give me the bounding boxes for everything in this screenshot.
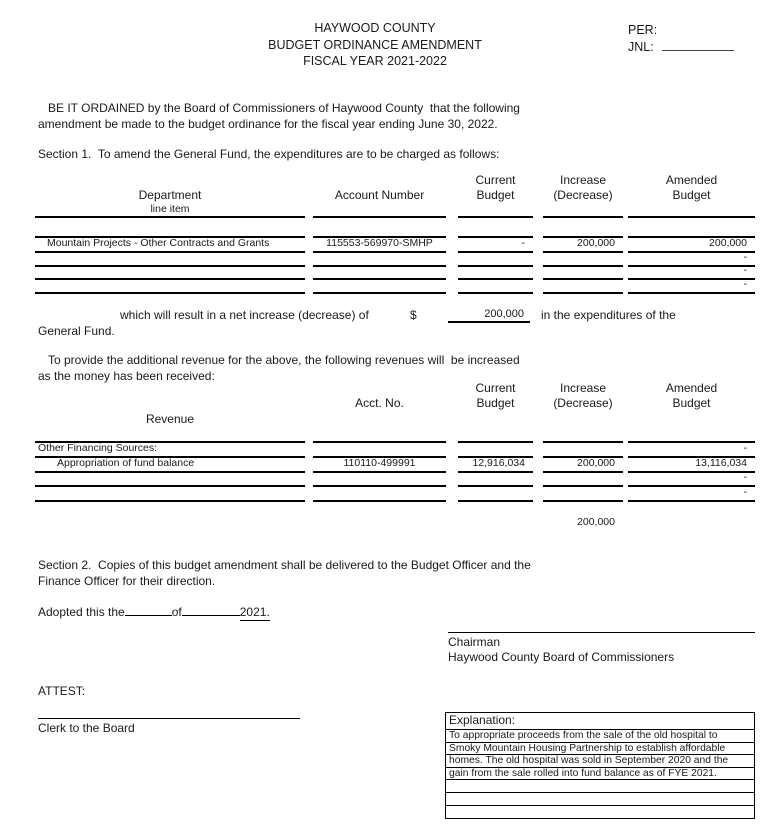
- revenues-header-row-3: [35, 410, 755, 426]
- explanation-line: [446, 780, 754, 793]
- cell-department: [35, 279, 305, 294]
- net-text-2: in the expenditures of the: [541, 308, 676, 322]
- revenues-header-row-1: [35, 380, 755, 395]
- header-rule: [458, 426, 533, 443]
- col-current-line2: Budget: [476, 188, 515, 202]
- col-department: Department: [138, 188, 202, 202]
- col-increase-line1: Increase: [559, 173, 607, 187]
- revenues-header-row-2: [35, 395, 755, 410]
- cell-current: 12,916,034: [458, 458, 533, 473]
- cell-increase: [543, 443, 623, 458]
- jnl-row: [628, 39, 734, 56]
- cell-amended: -: [628, 472, 755, 487]
- revenue-intro-line-1: To provide the additional revenue for the above, the following revenues will be increased: [48, 353, 520, 367]
- header-rule: [35, 426, 305, 443]
- clerk-label: Clerk to the Board: [38, 721, 135, 735]
- attest-label: ATTEST:: [38, 684, 86, 698]
- cell-amended: 200,000: [628, 236, 755, 253]
- per-jnl-block: [628, 22, 734, 55]
- explanation-line: To appropriate proceeds from the sale of the old hospital to: [446, 730, 754, 743]
- jnl-label: JNL:: [628, 39, 654, 54]
- per-label: PER:: [628, 23, 658, 37]
- section2: [38, 557, 598, 589]
- section1-heading: Section 1. To amend the General Fund, the expenditures are to be charged as follows:: [38, 147, 500, 161]
- cell-account: [313, 279, 446, 294]
- cell-increase: [543, 472, 623, 487]
- section2-line-1: Section 2. Copies of this budget amendment shall be delivered to the Budget Officer and the: [38, 558, 531, 572]
- cell-account: 110110-499991: [313, 458, 446, 473]
- cell-amended: -: [628, 252, 755, 267]
- net-text-3: General Fund.: [38, 324, 115, 338]
- header-rule: [628, 202, 755, 218]
- cell-amended: 13,116,034: [628, 458, 755, 473]
- adopted-line: [38, 605, 270, 619]
- increase-total: 200,000: [577, 516, 615, 528]
- cell-revenue: Appropriation of fund balance: [35, 458, 305, 473]
- chairman-org: Haywood County Board of Commissioners: [448, 650, 675, 664]
- expenditure-row: [35, 279, 755, 293]
- col-increase-line1: Increase: [559, 381, 607, 395]
- title-fiscal-year: FISCAL YEAR 2021-2022: [303, 54, 447, 68]
- cell-increase: [543, 279, 623, 294]
- header-rule: [628, 426, 755, 443]
- cell-amended: -: [628, 265, 755, 280]
- adopted-year: 2021.: [239, 605, 270, 619]
- col-account-number: Account Number: [334, 188, 425, 202]
- col-increase-line2: (Decrease): [553, 188, 613, 202]
- per-row: [628, 22, 734, 39]
- cell-revenue: Other Financing Sources:: [35, 443, 305, 458]
- header-rule: [543, 202, 623, 218]
- cell-department: Mountain Projects - Other Contracts and Grants: [35, 236, 305, 253]
- cell-account: [313, 472, 446, 487]
- col-increase-line2: (Decrease): [553, 396, 613, 410]
- revenues-header-rule-row: [35, 426, 755, 443]
- col-revenue: Revenue: [145, 412, 195, 426]
- explanation-box: [445, 712, 755, 819]
- revenue-row: [35, 472, 755, 487]
- header-rule: [313, 202, 446, 218]
- cell-increase: [543, 487, 623, 502]
- preamble: [38, 100, 578, 132]
- cell-account: [313, 443, 446, 458]
- col-current-line2: Budget: [476, 396, 515, 410]
- cell-amended: -: [628, 279, 755, 294]
- cell-current: [458, 443, 533, 458]
- col-amended-line2: Budget: [672, 188, 711, 202]
- expenditures-header-row-2: [35, 187, 755, 202]
- cell-amended: -: [628, 443, 755, 458]
- explanation-label: Explanation:: [446, 713, 754, 730]
- col-amended-line1: Amended: [665, 173, 718, 187]
- title-ordinance: BUDGET ORDINANCE AMENDMENT: [268, 37, 482, 52]
- spacer-row: [35, 218, 755, 236]
- cell-increase: [543, 265, 623, 280]
- title-county: HAYWOOD COUNTY: [314, 21, 436, 35]
- preamble-line-1: BE IT ORDAINED by the Board of Commissioners of Haywood County that the following: [48, 101, 520, 115]
- revenue-row: [35, 443, 755, 458]
- revenue-row: [35, 487, 755, 502]
- col-amended-line1: Amended: [665, 381, 718, 395]
- revenues-table: [35, 380, 755, 502]
- net-text-1: which will result in a net increase (decrease) of: [120, 308, 369, 322]
- cell-amended: -: [628, 487, 755, 502]
- col-line-item: line item: [35, 202, 305, 218]
- expenditures-header-row-1: [35, 172, 755, 187]
- expenditure-row: [35, 236, 755, 252]
- revenue-row: [35, 458, 755, 472]
- cell-department: [35, 265, 305, 280]
- section2-line-2: Finance Officer for their direction.: [38, 574, 216, 588]
- cell-increase: 200,000: [543, 458, 623, 473]
- explanation-line: [446, 793, 754, 806]
- expenditures-header-row-3: [35, 202, 755, 218]
- header-rule: [543, 426, 623, 443]
- adopted-of: of: [171, 605, 182, 619]
- cell-current: [458, 279, 533, 294]
- dollar-sign: $: [410, 308, 417, 322]
- col-amended-line2: Budget: [672, 396, 711, 410]
- expenditure-row: [35, 252, 755, 265]
- expenditures-table: [35, 172, 755, 293]
- cell-revenue: [35, 487, 305, 502]
- explanation-line: homes. The old hospital was sold in September 2020 and the: [446, 755, 754, 768]
- revenue-intro-line-2: as the money has been received:: [38, 369, 215, 383]
- cell-current: [458, 472, 533, 487]
- cell-revenue: [35, 472, 305, 487]
- cell-increase: 200,000: [543, 236, 623, 253]
- adopted-day-blank: [125, 615, 172, 616]
- clerk-signature-block: [38, 718, 300, 736]
- col-current-line1: Current: [475, 381, 516, 395]
- net-increase-line: [0, 306, 763, 324]
- jnl-blank-line: [662, 50, 734, 51]
- preamble-line-2: amendment be made to the budget ordinance for the fiscal year ending June 30, 2022.: [38, 117, 498, 131]
- adopted-prefix: Adopted this the: [38, 605, 125, 619]
- cell-current: -: [458, 236, 533, 253]
- explanation-line: Smoky Mountain Housing Partnership to establish affordable: [446, 743, 754, 756]
- net-amount: 200,000: [448, 306, 530, 323]
- cell-account: 115553-569970-SMHP: [313, 236, 446, 253]
- explanation-line: gain from the sale rolled into fund balance as of FYE 2021.: [446, 768, 754, 781]
- chairman-title: Chairman: [448, 635, 501, 649]
- adopted-month-blank: [182, 615, 240, 616]
- cell-current: [458, 487, 533, 502]
- col-current-line1: Current: [475, 173, 516, 187]
- expenditure-row: [35, 265, 755, 279]
- cell-account: [313, 265, 446, 280]
- col-acct-no: Acct. No.: [355, 396, 404, 410]
- header-rule: [458, 202, 533, 218]
- explanation-line: [446, 806, 754, 819]
- chairman-signature-block: [448, 632, 755, 665]
- cell-account: [313, 487, 446, 502]
- header-rule: [313, 426, 446, 443]
- cell-current: [458, 265, 533, 280]
